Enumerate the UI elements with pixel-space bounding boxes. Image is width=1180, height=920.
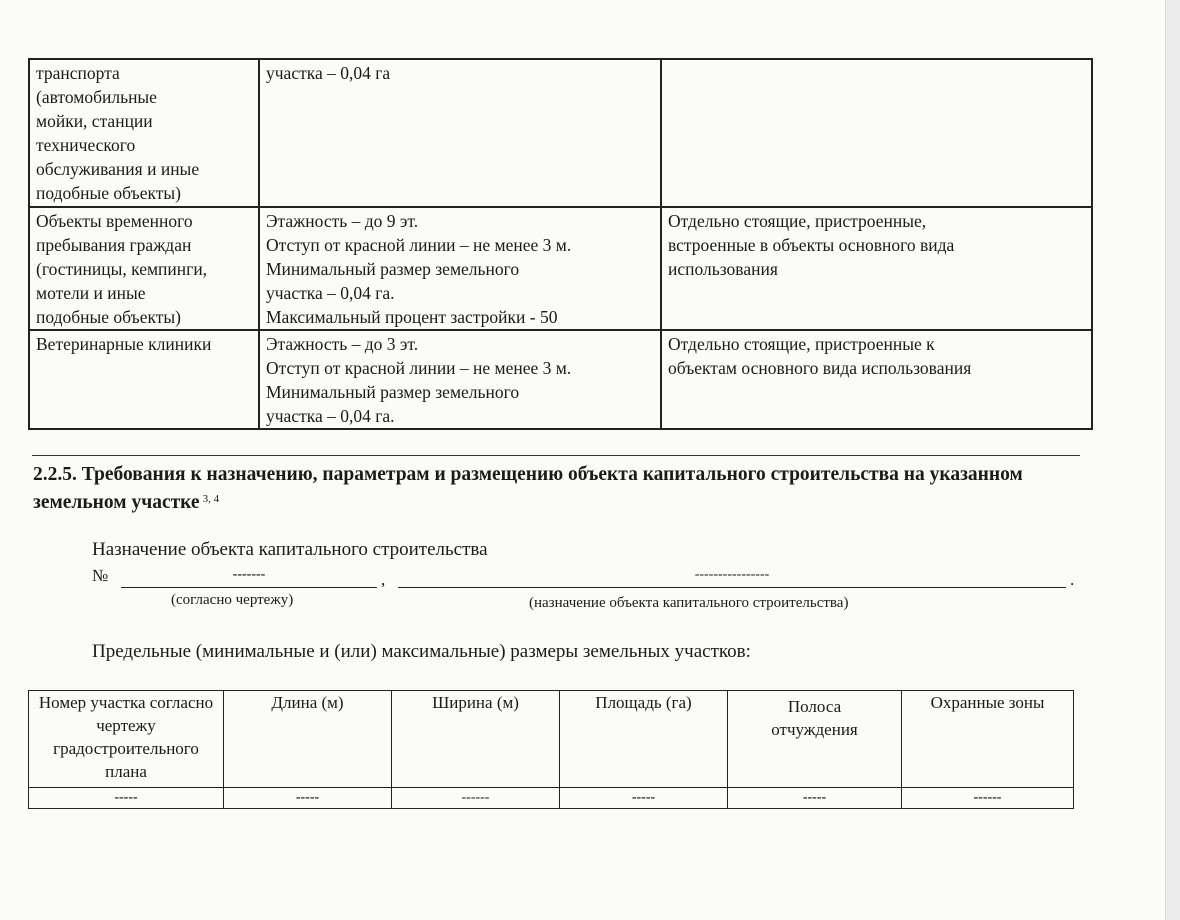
drawing-number-field: -------: [121, 566, 377, 588]
cell-text-line: (гостиницы, кемпинги,: [36, 259, 208, 279]
cell-text-line: встроенные в объекты основного вида: [668, 235, 955, 255]
table-row: [29, 788, 1074, 809]
section-heading: [33, 463, 1093, 515]
plot-sizes-label: Предельные (минимальные и (или) максимальные) размеры земельных участков:: [92, 641, 751, 662]
cell-text-line: Этажность – до 9 эт.: [266, 211, 419, 231]
cell-text-line: участка – 0,04 га.: [266, 406, 395, 426]
cell-text-line: Отступ от красной линии – не менее 3 м.: [266, 235, 572, 255]
plot-sizes-table: [28, 690, 1074, 809]
cell-text-line: Максимальный процент застройки - 50: [266, 307, 558, 327]
cell-text-line: подобные объекты): [36, 183, 181, 203]
section-title: 2.2.5. Требования к назначению, параметрам и размещению объекта капитального строительства на указанном земельном участке: [33, 464, 1023, 513]
col-header-area: Площадь (га): [560, 691, 728, 788]
cell-text-line: использования: [668, 259, 778, 279]
page-edge: [1165, 0, 1180, 920]
use-type-cell: [29, 207, 259, 330]
cell-text-line: участка – 0,04 га.: [266, 283, 395, 303]
cell-text-line: пребывания граждан: [36, 235, 192, 255]
cell-text-line: мойки, станции: [36, 111, 153, 131]
table-row: [29, 207, 1092, 330]
section-divider: [32, 455, 1080, 456]
cell-text-line: обслуживания и иные: [36, 159, 200, 179]
period: .: [1070, 570, 1075, 589]
number-prefix: №: [92, 566, 109, 585]
placement-cell: [661, 59, 1092, 207]
comma: ,: [381, 570, 386, 589]
cell-text-line: Отступ от красной линии – не менее 3 м.: [266, 358, 572, 378]
cell-text-line: Отдельно стоящие, пристроенные,: [668, 211, 927, 231]
cell-text-line: (автомобильные: [36, 87, 157, 107]
cell-text-line: объектам основного вида использования: [668, 358, 972, 378]
col-header-width: Ширина (м): [392, 691, 560, 788]
value-cell: -----: [560, 788, 728, 809]
cell-text-line: Этажность – до 3 эт.: [266, 334, 419, 354]
col-header-protection-zones: Охранные зоны: [902, 691, 1074, 788]
header-row: [29, 691, 1074, 788]
parameters-cell: [259, 59, 661, 207]
footnote-ref: 3, 4: [202, 493, 220, 505]
table-row: [29, 59, 1092, 207]
cell-text-line: технического: [36, 135, 136, 155]
purpose-field: ----------------: [398, 566, 1066, 588]
cell-text-line: Минимальный размер земельного: [266, 259, 520, 279]
col-header-plot-number: Номер участка согласно чертежу градостроительного плана: [29, 691, 224, 788]
cell-text-line: Объекты временного: [36, 211, 193, 231]
cell-text-line: Ветеринарные клиники: [36, 334, 212, 354]
placement-cell: [661, 330, 1092, 429]
value-cell: -----: [29, 788, 224, 809]
purpose-label: Назначение объекта капитального строительства: [92, 539, 488, 560]
drawing-number-caption: (согласно чертежу): [171, 592, 294, 608]
value-cell: ------: [392, 788, 560, 809]
cell-text-line: Отдельно стоящие, пристроенные к: [668, 334, 935, 354]
use-type-cell: [29, 330, 259, 429]
cell-text-line: участка – 0,04 га: [266, 63, 391, 83]
cell-text-line: подобные объекты): [36, 307, 181, 327]
cell-text-line: мотели и иные: [36, 283, 146, 303]
value-cell: -----: [728, 788, 902, 809]
cell-text-line: Минимальный размер земельного: [266, 382, 520, 402]
cell-text-line: транспорта: [36, 63, 120, 83]
value-cell: -----: [224, 788, 392, 809]
use-type-cell: [29, 59, 259, 207]
value-cell: ------: [902, 788, 1074, 809]
permitted-uses-table: [28, 58, 1093, 430]
purpose-caption: (назначение объекта капитального строительства): [529, 595, 849, 611]
parameters-cell: [259, 330, 661, 429]
parameters-cell: [259, 207, 661, 330]
col-header-exclusion-strip: Полоса отчуждения: [728, 691, 902, 788]
col-header-length: Длина (м): [224, 691, 392, 788]
placement-cell: [661, 207, 1092, 330]
table-row: [29, 330, 1092, 429]
